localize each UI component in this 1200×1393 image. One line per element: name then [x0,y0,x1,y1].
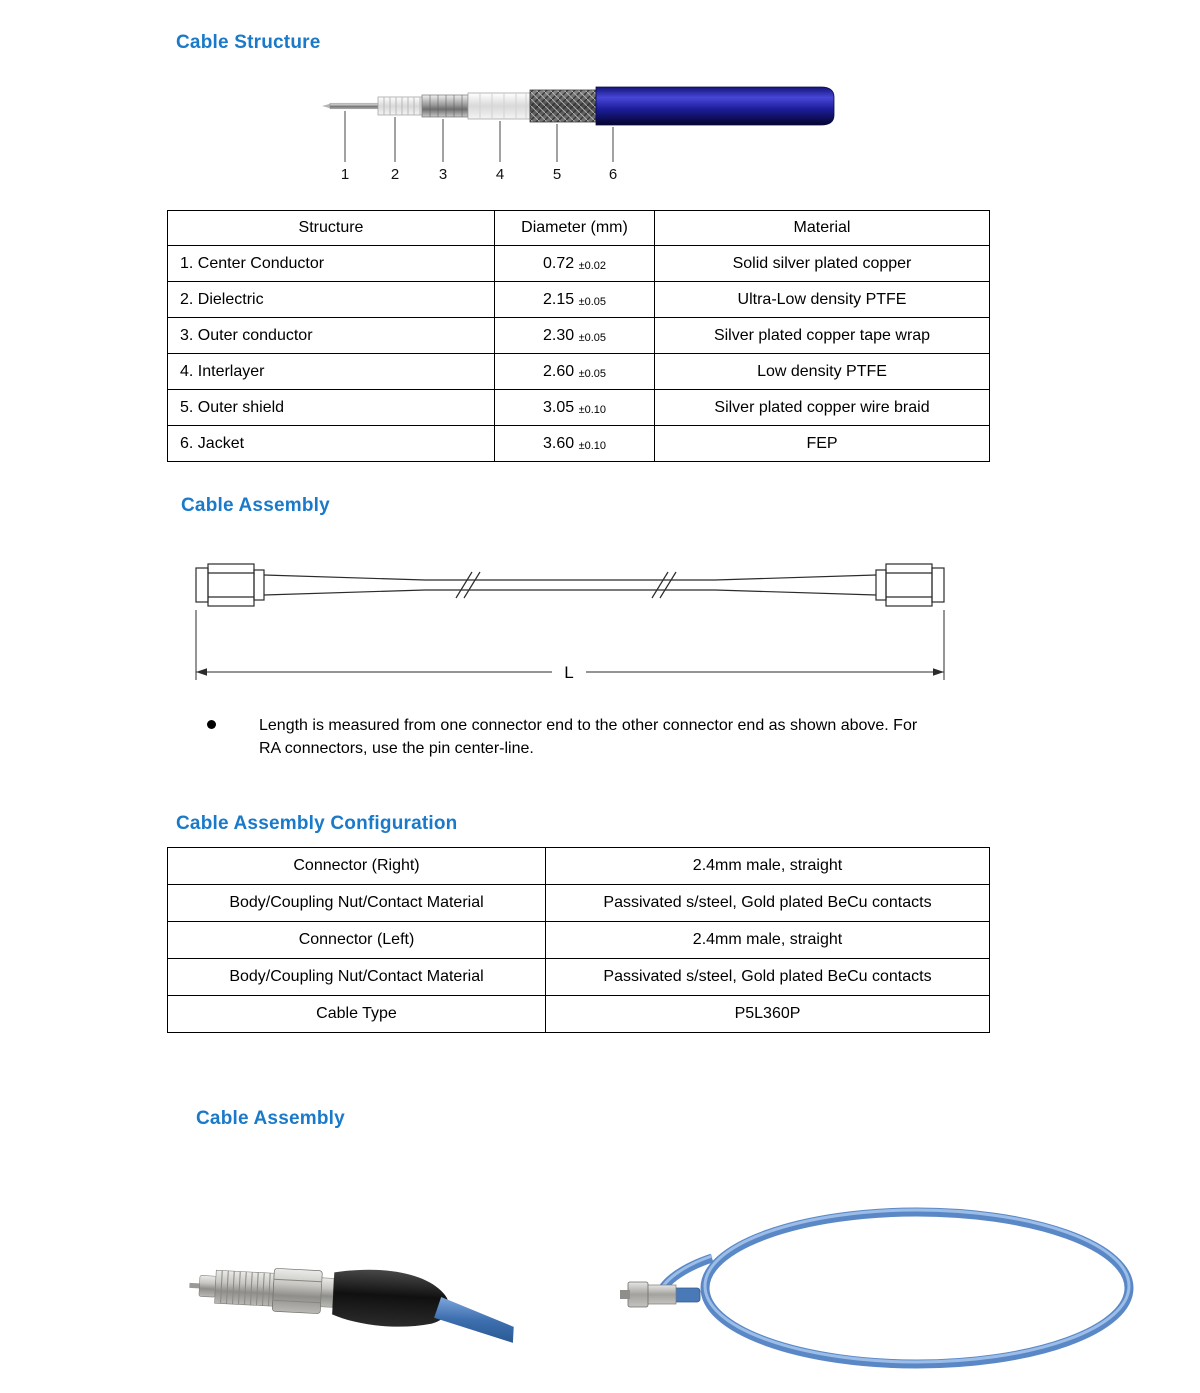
structure-table-row [168,354,990,390]
config-value: 2.4mm male, straight [546,848,990,885]
label-3: 3 [438,166,448,183]
cell-material: Silver plated copper tape wrap [655,318,990,354]
diameter-value: 3.05 [542,398,575,416]
diameter-tolerance: ±0.05 [578,295,607,308]
coiled-cable-photo [612,1192,1178,1382]
diameter-value: 0.72 [542,254,575,272]
cell-diameter [495,318,655,354]
cell-structure-name: 3. Outer conductor [168,318,495,354]
diameter-tolerance: ±0.05 [578,331,607,344]
diameter-tolerance: ±0.10 [578,439,607,452]
cell-structure-name: 1. Center Conductor [168,246,495,282]
cell-material: Silver plated copper wire braid [655,390,990,426]
cell-diameter [495,282,655,318]
config-table-row [168,922,990,959]
section-title-cable-structure: Cable Structure [176,32,321,53]
label-1: 1 [340,166,350,183]
outer-shield-layer [530,90,596,122]
cable-structure-table [167,210,990,462]
cable-break-mark [652,572,676,598]
structure-table-row [168,426,990,462]
config-table-row [168,848,990,885]
cell-structure-name: 4. Interlayer [168,354,495,390]
cell-structure-name: 5. Outer shield [168,390,495,426]
config-label: Body/Coupling Nut/Contact Material [168,959,546,996]
bullet-icon [207,720,216,729]
col-header-material: Material [655,211,990,246]
diameter-value: 3.60 [542,434,575,452]
connector-photo [185,1238,515,1358]
diameter-tolerance: ±0.05 [578,367,607,380]
label-4: 4 [495,166,505,183]
diagram-number-labels [341,166,617,183]
config-label: Connector (Left) [168,922,546,959]
structure-table-row [168,318,990,354]
label-5: 5 [552,166,562,183]
connector-threaded-barrel [215,1270,275,1306]
config-table-row [168,885,990,922]
dielectric-layer [378,97,422,115]
cell-diameter [495,246,655,282]
cable-loop [660,1210,1129,1364]
config-table-row [168,996,990,1033]
connector-collar [321,1278,335,1308]
cell-structure-name: 6. Jacket [168,426,495,462]
structure-table-header-row [168,211,990,246]
interlayer-layer [468,93,530,119]
structure-table-row [168,282,990,318]
section-title-configuration: Cable Assembly Configuration [176,813,458,834]
cable-cutaway-illustration [300,78,860,198]
cable-body-drawing [425,572,715,598]
diameter-value: 2.30 [542,326,575,344]
cell-material: FEP [655,426,990,462]
outer-conductor-layer [422,95,468,117]
cell-diameter [495,390,655,426]
coiled-cable-illustration [612,1192,1178,1382]
right-connector-drawing [715,564,944,606]
cable-break-mark [456,572,480,598]
config-value: 2.4mm male, straight [546,922,990,959]
center-conductor-layer [322,103,380,109]
blue-cable-segment [433,1297,515,1343]
left-connector-drawing [196,564,425,606]
structure-table-row [168,390,990,426]
assembly-line-drawing [190,552,950,697]
section-title-cable-assembly: Cable Assembly [181,495,330,516]
cell-diameter [495,426,655,462]
col-header-structure: Structure [168,211,495,246]
config-value: Passivated s/steel, Gold plated BeCu contacts [546,959,990,996]
diameter-tolerance: ±0.02 [578,259,607,272]
length-note-text: Length is measured from one connector end to the other connector end as shown above. For RA connectors, use the pin center-line. [259,717,918,758]
connector-photo-illustration [185,1238,515,1358]
cell-structure-name: 2. Dielectric [168,282,495,318]
length-note [207,714,952,760]
cable-assembly-drawing [190,552,950,697]
connector-hex-nut [272,1268,322,1313]
cell-material: Low density PTFE [655,354,990,390]
length-label: L [564,663,574,682]
cell-diameter [495,354,655,390]
config-value: P5L360P [546,996,990,1033]
cell-material: Solid silver plated copper [655,246,990,282]
col-header-diameter: Diameter (mm) [495,211,655,246]
section-title-cable-assembly-photos: Cable Assembly [196,1108,345,1129]
config-value: Passivated s/steel, Gold plated BeCu contacts [546,885,990,922]
diameter-tolerance: ±0.10 [578,403,607,416]
connector-nose [199,1275,216,1297]
connector-boot [332,1268,451,1330]
config-label: Connector (Right) [168,848,546,885]
diameter-value: 2.60 [542,362,575,380]
config-label: Body/Coupling Nut/Contact Material [168,885,546,922]
right-angle-connector [620,1282,700,1307]
config-table-row [168,959,990,996]
diameter-value: 2.15 [542,290,575,308]
cell-material: Ultra-Low density PTFE [655,282,990,318]
structure-table-row [168,246,990,282]
assembly-configuration-table [167,847,990,1033]
label-6: 6 [608,166,618,183]
label-2: 2 [390,166,400,183]
jacket-layer [596,87,834,125]
config-label: Cable Type [168,996,546,1033]
cable-structure-diagram [300,78,860,198]
